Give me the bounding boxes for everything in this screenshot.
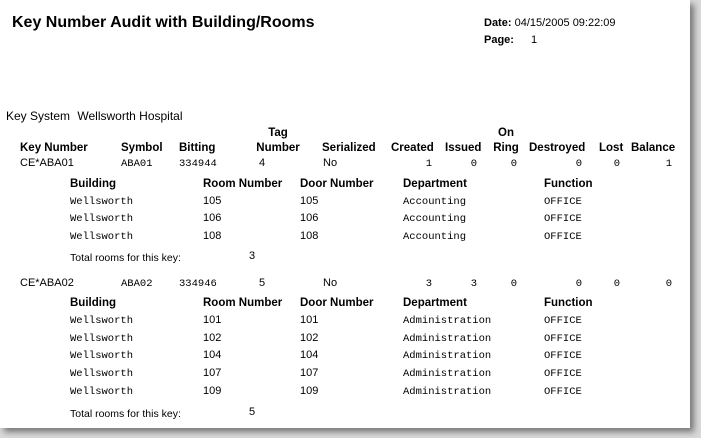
room-number: 108 xyxy=(203,230,222,242)
col-key-number: Key Number xyxy=(20,142,88,154)
room-building: Wellsworth xyxy=(70,350,134,362)
room-function: OFFICE xyxy=(544,368,582,380)
key-created: 3 xyxy=(425,278,432,290)
key-lost: 0 xyxy=(613,278,620,290)
room-department: Administration xyxy=(403,315,492,327)
room-col-room-number: Room Number xyxy=(203,297,283,309)
key-on-ring: 0 xyxy=(510,278,517,290)
key-serialized: No xyxy=(323,157,338,169)
col-symbol: Symbol xyxy=(121,142,163,154)
room-function: OFFICE xyxy=(544,350,582,362)
key-bitting: 334946 xyxy=(179,278,217,290)
date-value: 04/15/2005 09:22:09 xyxy=(514,17,616,29)
room-function: OFFICE xyxy=(544,333,582,345)
room-number: 105 xyxy=(203,195,222,207)
room-col-department: Department xyxy=(403,178,467,190)
room-building: Wellsworth xyxy=(70,368,134,380)
col-lost: Lost xyxy=(599,142,624,154)
col-tag-line1: Tag xyxy=(268,127,288,139)
total-rooms-value: 3 xyxy=(249,250,256,262)
room-building: Wellsworth xyxy=(70,231,134,243)
page-value: 1 xyxy=(531,34,538,46)
door-number: 105 xyxy=(300,195,319,207)
col-created: Created xyxy=(391,142,434,154)
room-col-department: Department xyxy=(403,297,467,309)
key-number: CE*ABA01 xyxy=(20,157,74,169)
total-rooms-value: 5 xyxy=(249,406,256,418)
key-bitting: 334944 xyxy=(179,158,217,170)
room-col-function: Function xyxy=(544,178,593,190)
col-serialized: Serialized xyxy=(322,142,376,154)
date-label: Date: xyxy=(484,17,512,29)
room-department: Administration xyxy=(403,386,492,398)
door-number: 106 xyxy=(300,212,319,224)
key-created: 1 xyxy=(425,158,432,170)
col-issued: Issued xyxy=(445,142,482,154)
key-system-line xyxy=(6,109,183,123)
key-serialized: No xyxy=(323,277,338,289)
col-tag-line2: Number xyxy=(256,142,300,154)
room-col-building: Building xyxy=(70,178,116,190)
col-bitting: Bitting xyxy=(179,142,216,154)
room-department: Accounting xyxy=(403,196,467,208)
key-issued: 0 xyxy=(470,158,477,170)
room-department: Administration xyxy=(403,350,492,362)
room-department: Administration xyxy=(403,333,492,345)
room-building: Wellsworth xyxy=(70,333,134,345)
key-issued: 3 xyxy=(470,278,477,290)
door-number: 101 xyxy=(300,314,319,326)
room-number: 109 xyxy=(203,385,222,397)
room-building: Wellsworth xyxy=(70,213,134,225)
door-number: 104 xyxy=(300,349,319,361)
room-col-door-number: Door Number xyxy=(300,297,374,309)
report-title: Key Number Audit with Building/Rooms xyxy=(12,14,315,31)
room-department: Accounting xyxy=(403,213,467,225)
room-building: Wellsworth xyxy=(70,196,134,208)
room-col-building: Building xyxy=(70,297,116,309)
col-destroyed: Destroyed xyxy=(529,142,586,154)
room-number: 107 xyxy=(203,367,222,379)
key-tag: 4 xyxy=(259,157,266,169)
room-building: Wellsworth xyxy=(70,315,134,327)
total-rooms-label: Total rooms for this key: xyxy=(70,252,181,264)
key-destroyed: 0 xyxy=(575,158,582,170)
room-function: OFFICE xyxy=(544,196,582,208)
col-on-ring-line2: Ring xyxy=(493,142,519,154)
room-function: OFFICE xyxy=(544,386,582,398)
room-col-door-number: Door Number xyxy=(300,178,374,190)
key-number: CE*ABA02 xyxy=(20,277,74,289)
key-system-value: Wellsworth Hospital xyxy=(77,109,183,123)
door-number: 109 xyxy=(300,385,319,397)
key-balance: 1 xyxy=(665,158,672,170)
room-function: OFFICE xyxy=(544,213,582,225)
door-number: 108 xyxy=(300,230,319,242)
page-label: Page: xyxy=(484,34,514,46)
room-col-room-number: Room Number xyxy=(203,178,283,190)
room-number: 106 xyxy=(203,212,222,224)
room-number: 101 xyxy=(203,314,222,326)
col-on-ring-line1: On xyxy=(498,127,514,139)
room-function: OFFICE xyxy=(544,231,582,243)
room-building: Wellsworth xyxy=(70,386,134,398)
key-on-ring: 0 xyxy=(510,158,517,170)
key-lost: 0 xyxy=(613,158,620,170)
key-balance: 0 xyxy=(665,278,672,290)
door-number: 102 xyxy=(300,332,319,344)
door-number: 107 xyxy=(300,367,319,379)
key-destroyed: 0 xyxy=(575,278,582,290)
room-department: Accounting xyxy=(403,231,467,243)
page-line xyxy=(484,34,537,46)
total-rooms-label: Total rooms for this key: xyxy=(70,408,181,420)
date-line xyxy=(484,17,616,29)
key-system-label: Key System xyxy=(6,109,71,123)
key-symbol: ABA01 xyxy=(121,158,153,170)
key-tag: 5 xyxy=(259,277,266,289)
col-balance: Balance xyxy=(631,142,676,154)
room-number: 104 xyxy=(203,349,222,361)
room-number: 102 xyxy=(203,332,222,344)
room-col-function: Function xyxy=(544,297,593,309)
room-department: Administration xyxy=(403,368,492,380)
key-symbol: ABA02 xyxy=(121,278,153,290)
room-function: OFFICE xyxy=(544,315,582,327)
